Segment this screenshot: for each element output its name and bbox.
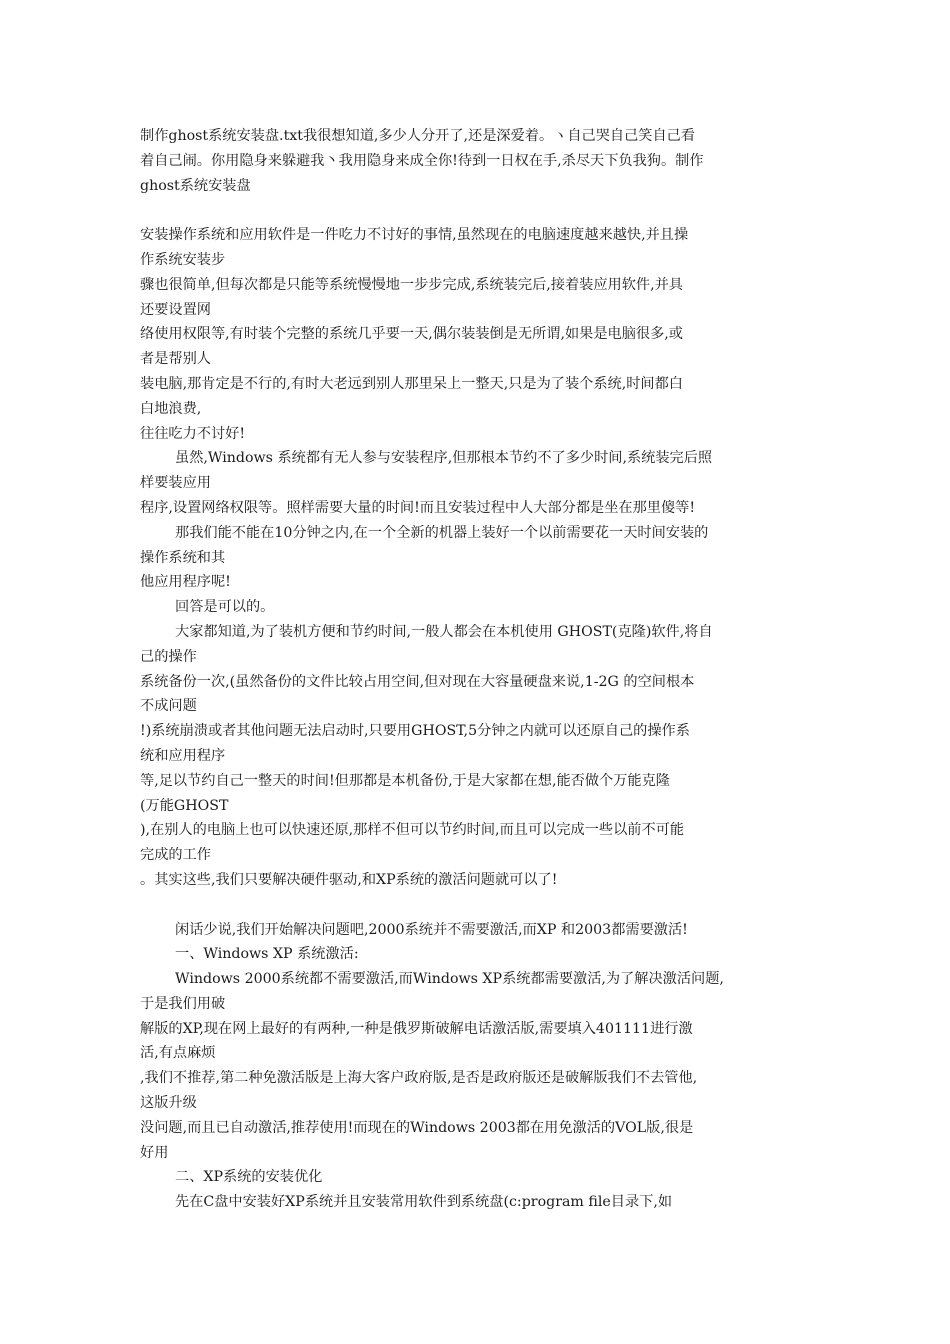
blank-line — [140, 198, 816, 223]
text-line: 于是我们用破 — [140, 995, 226, 1012]
text-line: 这版升级 — [140, 1095, 197, 1112]
text-line: 。其实这些,我们只要解决硬件驱动,和XP系统的激活问题就可以了! — [140, 871, 558, 888]
text-line: !)系统崩溃或者其他问题无法启动时,只要用GHOST,5分钟之内就可以还原自己的操作系 — [140, 723, 690, 740]
text-line: 样要装应用 — [140, 475, 211, 492]
text-line: 者是帮别人 — [140, 351, 211, 368]
document-body — [140, 124, 816, 1215]
text-line: 装电脑,那肯定是不行的,有时大老远到别人那里呆上一整天,只是为了装个系统,时间都白 — [140, 375, 683, 392]
blank-line — [140, 893, 816, 918]
text-line: 统和应用程序 — [140, 747, 226, 764]
text-line: 己的操作 — [140, 648, 197, 665]
text-line: 先在C盘中安装好XP系统并且安装常用软件到系统盘(c:program file目录下,如 — [175, 1194, 673, 1211]
text-line: (万能GHOST — [140, 797, 229, 814]
text-line: 好用 — [140, 1144, 169, 1161]
text-line: 等,足以节约自己一整天的时间!但那都是本机备份,于是大家都在想,能否做个万能克隆 — [140, 772, 670, 789]
text-line: 作系统安装步 — [140, 251, 226, 268]
text-line: 完成的工作 — [140, 847, 211, 864]
text-line: 系统备份一次,(虽然备份的文件比较占用空间,但对现在大容量硬盘来说,1-2G 的空间根本 — [140, 673, 695, 690]
text-line: Windows 2000系统都不需要激活,而Windows XP系统都需要激活,为了解决激活问题, — [175, 971, 724, 988]
text-line: 白地浪费, — [140, 400, 202, 417]
text-line: 骤也很简单,但每次都是只能等系统慢慢地一步步完成,系统装完后,接着装应用软件,并具 — [140, 276, 683, 293]
text-line: 操作系统和其 — [140, 549, 226, 566]
text-line: 着自己闹。你用隐身来躲避我丶我用隐身来成全你!待到一日权在手,杀尽天下负我狗。制作 — [140, 152, 704, 169]
text-line: 络使用权限等,有时装个完整的系统几乎要一天,偶尔装装倒是无所谓,如果是电脑很多,或 — [140, 326, 683, 343]
text-line: 制作ghost系统安装盘.txt我很想知道,多少人分开了,还是深爱着。ヽ自己哭自己笑自己看 — [140, 128, 696, 144]
text-line: 一、Windows XP 系统激活: — [175, 946, 359, 963]
text-line: ,我们不推荐,第二种免激活版是上海大客户政府版,是否是政府版还是破解版我们不去管他, — [140, 1070, 698, 1087]
text-line: 解版的XP,现在网上最好的有两种,一种是俄罗斯破解电话激活版,需要填入401111进行激 — [140, 1020, 693, 1037]
text-line: ),在别人的电脑上也可以快速还原,那样不但可以节约时间,而且可以完成一些以前不可能 — [140, 822, 685, 839]
text-line: 程序,设置网络权限等。照样需要大量的时间!而且安装过程中人大部分都是坐在那里傻等! — [140, 499, 696, 516]
text-line: 没问题,而且已自动激活,推荐使用!而现在的Windows 2003都在用免激活的VOL版,很是 — [140, 1119, 694, 1136]
text-line: ghost系统安装盘 — [140, 177, 251, 194]
text-line: 虽然,Windows 系统都有无人参与安装程序,但那根本节约不了多少时间,系统装完后照 — [175, 450, 713, 467]
text-line: 往往吃力不讨好! — [140, 425, 246, 442]
text-line: 他应用程序呢! — [140, 574, 231, 591]
text-line: 那我们能不能在10分钟之内,在一个全新的机器上装好一个以前需要花一天时间安装的 — [175, 524, 709, 541]
text-line: 活,有点麻烦 — [140, 1045, 216, 1062]
text-line: 闲话少说,我们开始解决问题吧,2000系统并不需要激活,而XP 和2003都需要激活! — [175, 921, 688, 938]
text-line: 还要设置网 — [140, 301, 211, 318]
text-line: 回答是可以的。 — [175, 599, 275, 616]
text-line: 大家都知道,为了装机方便和节约时间,一般人都会在本机使用 GHOST(克隆)软件,将自 — [175, 623, 713, 640]
text-line: 安装操作系统和应用软件是一件吃力不讨好的事情,虽然现在的电脑速度越来越快,并且操 — [140, 227, 689, 244]
text-line: 二、XP系统的安装优化 — [175, 1169, 323, 1186]
text-line: 不成问题 — [140, 698, 197, 715]
